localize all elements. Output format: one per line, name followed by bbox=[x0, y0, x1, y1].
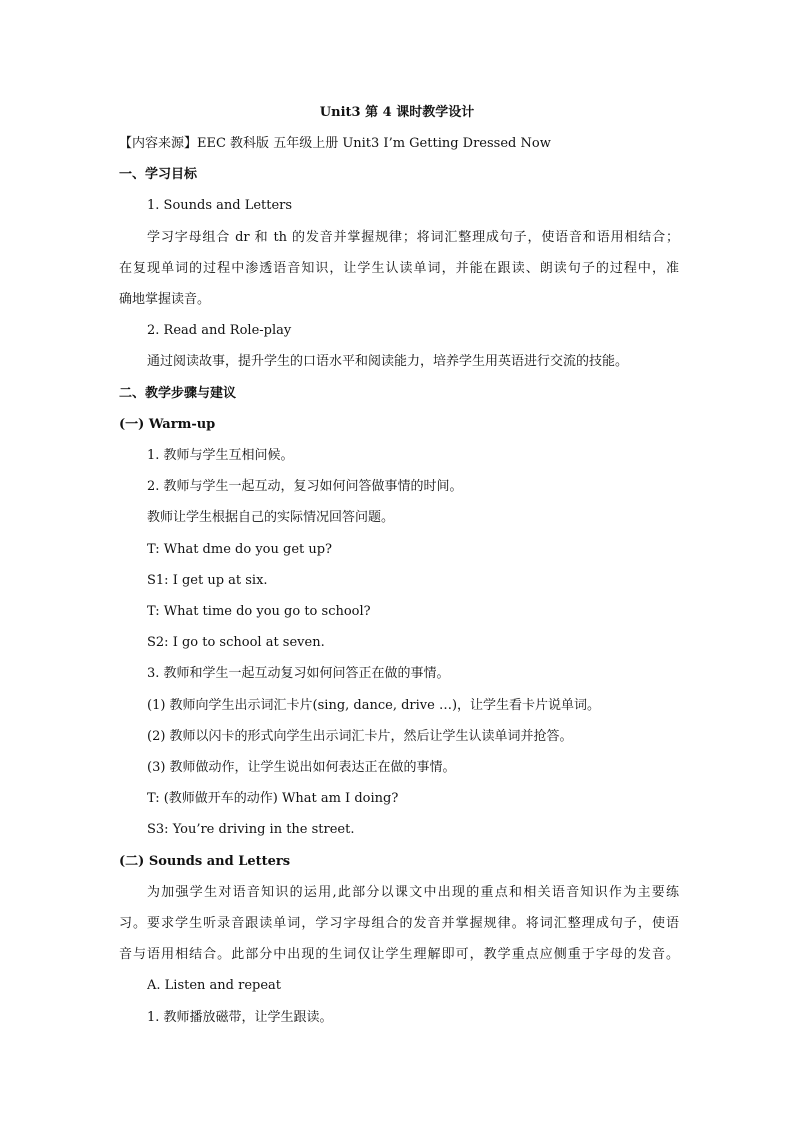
paragraph-line: 习。要求学生听录音跟读单词，学习字母组合的发音并掌握规律。将词汇整理成句子，使语 bbox=[119, 916, 679, 931]
section-heading-steps: 二、教学步骤与建议 bbox=[119, 386, 237, 401]
dialogue-line: T: What dme do you get up? bbox=[147, 542, 333, 557]
paragraph-line: 通过阅读故事，提升学生的口语水平和阅读能力，培养学生用英语进行交流的技能。 bbox=[147, 354, 629, 369]
step-line: (2) 教师以闪卡的形式向学生出示词汇卡片，然后让学生认读单词并抢答。 bbox=[147, 729, 573, 744]
step-line: 1. 教师与学生互相问候。 bbox=[147, 448, 294, 463]
step-line: (3) 教师做动作，让学生说出如何表达正在做的事情。 bbox=[147, 760, 456, 775]
paragraph-line: 为加强学生对语音知识的运用,此部分以课文中出现的重点和相关语音知识作为主要练 bbox=[147, 885, 679, 900]
paragraph-line: 在复现单词的过程中渗透语音知识，让学生认读单词，并能在跟读、朗读句子的过程中，准 bbox=[119, 261, 679, 276]
section-heading-goals: 一、学习目标 bbox=[119, 167, 198, 182]
paragraph-line: 音与语用相结合。此部分中出现的生词仅让学生理解即可，教学重点应侧重于字母的发音。 bbox=[119, 947, 679, 962]
document-title: Unit3 第 4 课时教学设计 bbox=[319, 105, 475, 120]
dialogue-line: S3: You’re driving in the street. bbox=[147, 822, 355, 837]
step-line: 1. 教师播放磁带，让学生跟读。 bbox=[147, 1010, 333, 1025]
paragraph-line: 学习字母组合 dr 和 th 的发音并掌握规律；将词汇整理成句子，使语音和语用相结合； bbox=[147, 230, 679, 245]
step-line: 教师让学生根据自己的实际情况回答问题。 bbox=[147, 510, 395, 525]
dialogue-line: T: (教师做开车的动作) What am I doing? bbox=[147, 791, 399, 806]
dialogue-line: T: What time do you go to school? bbox=[147, 604, 371, 619]
step-line: 2. 教师与学生一起互动，复习如何问答做事情的时间。 bbox=[147, 479, 463, 494]
step-line: 3. 教师和学生一起互动复习如何问答正在做的事情。 bbox=[147, 666, 450, 681]
paragraph-line: 确地掌握读音。 bbox=[119, 292, 211, 307]
dialogue-line: S1: I get up at six. bbox=[147, 573, 268, 588]
goal-item-1: 1. Sounds and Letters bbox=[147, 198, 293, 213]
subitem-listen-repeat: A. Listen and repeat bbox=[147, 978, 282, 993]
step-line: (1) 教师向学生出示词汇卡片(sing, dance, drive …)，让学生看卡片说单词。 bbox=[147, 698, 601, 713]
subsection-heading-sounds: (二) Sounds and Letters bbox=[119, 854, 291, 869]
goal-item-2: 2. Read and Role-play bbox=[147, 323, 292, 338]
content-source: 【内容来源】EEC 教科版 五年级上册 Unit3 I’m Getting Dressed Now bbox=[119, 136, 551, 151]
dialogue-line: S2: I go to school at seven. bbox=[147, 635, 325, 650]
subsection-heading-warmup: (一) Warm-up bbox=[119, 417, 216, 432]
